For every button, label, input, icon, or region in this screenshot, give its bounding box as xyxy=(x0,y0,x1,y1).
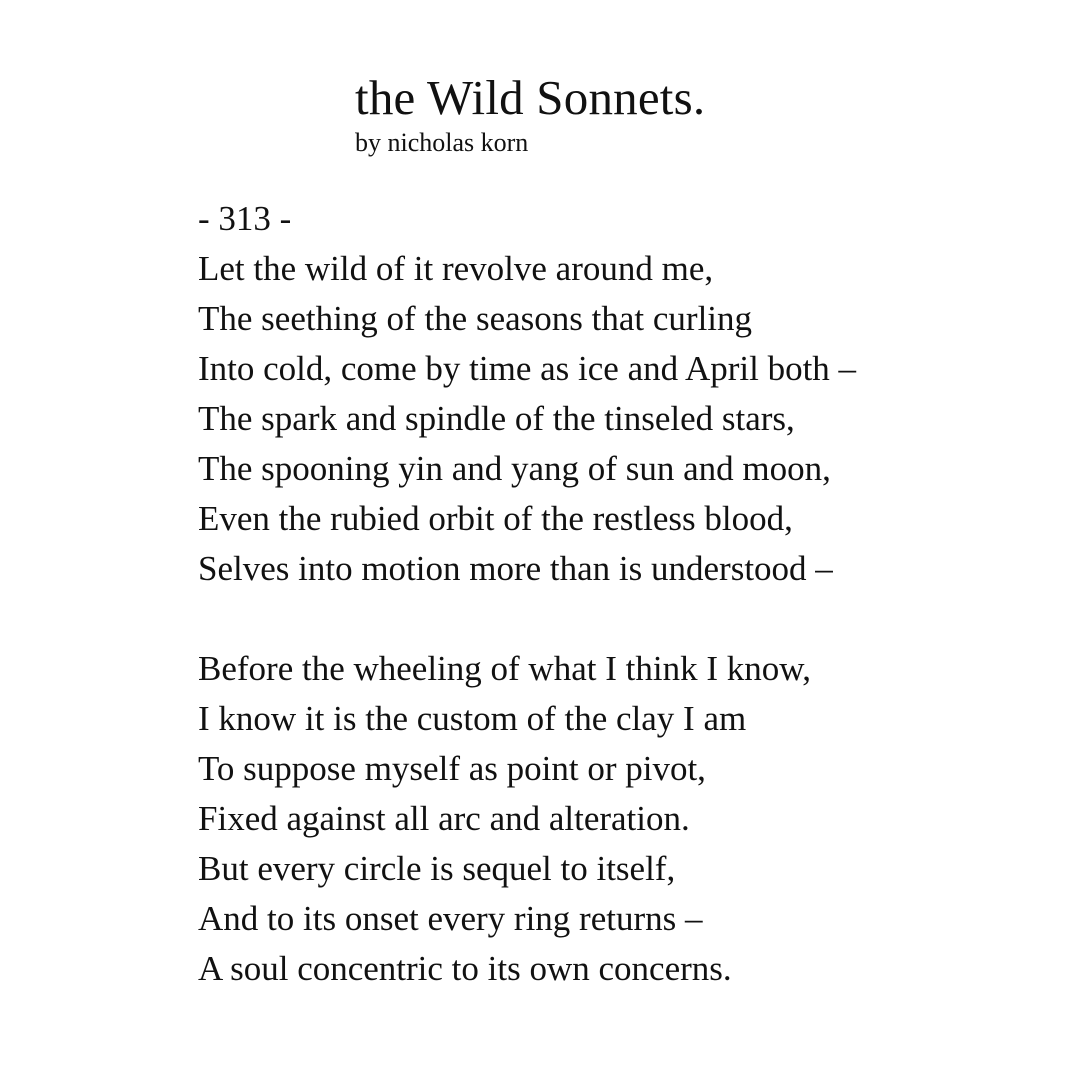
stanza-2 xyxy=(198,644,856,994)
poem-line: Before the wheeling of what I think I know, xyxy=(198,649,811,688)
poem-body xyxy=(198,194,856,994)
poem-line: Into cold, come by time as ice and April both – xyxy=(198,349,857,388)
poem-line: And to its onset every ring returns – xyxy=(198,899,703,938)
stanza-break xyxy=(198,594,856,644)
poem-line: Selves into motion more than is understood – xyxy=(198,549,833,588)
poem-line: The seething of the seasons that curling xyxy=(198,299,753,338)
poem-line: Even the rubied orbit of the restless blood, xyxy=(198,499,793,538)
poem-line: I know it is the custom of the clay I am xyxy=(198,699,747,738)
page-title: the Wild Sonnets. xyxy=(355,70,706,125)
stanza-1 xyxy=(198,244,856,594)
author-byline: by nicholas korn xyxy=(355,128,529,157)
poem-line: The spooning yin and yang of sun and moon, xyxy=(198,449,831,488)
poem-line: To suppose myself as point or pivot, xyxy=(198,749,706,788)
poem-line: The spark and spindle of the tinseled stars, xyxy=(198,399,795,438)
header xyxy=(355,70,705,158)
poem-line: Let the wild of it revolve around me, xyxy=(198,249,714,288)
sonnet-number: - 313 - xyxy=(198,199,292,238)
poem-line: Fixed against all arc and alteration. xyxy=(198,799,690,838)
poem-line: A soul concentric to its own concerns. xyxy=(198,949,732,988)
poem-line: But every circle is sequel to itself, xyxy=(198,849,676,888)
